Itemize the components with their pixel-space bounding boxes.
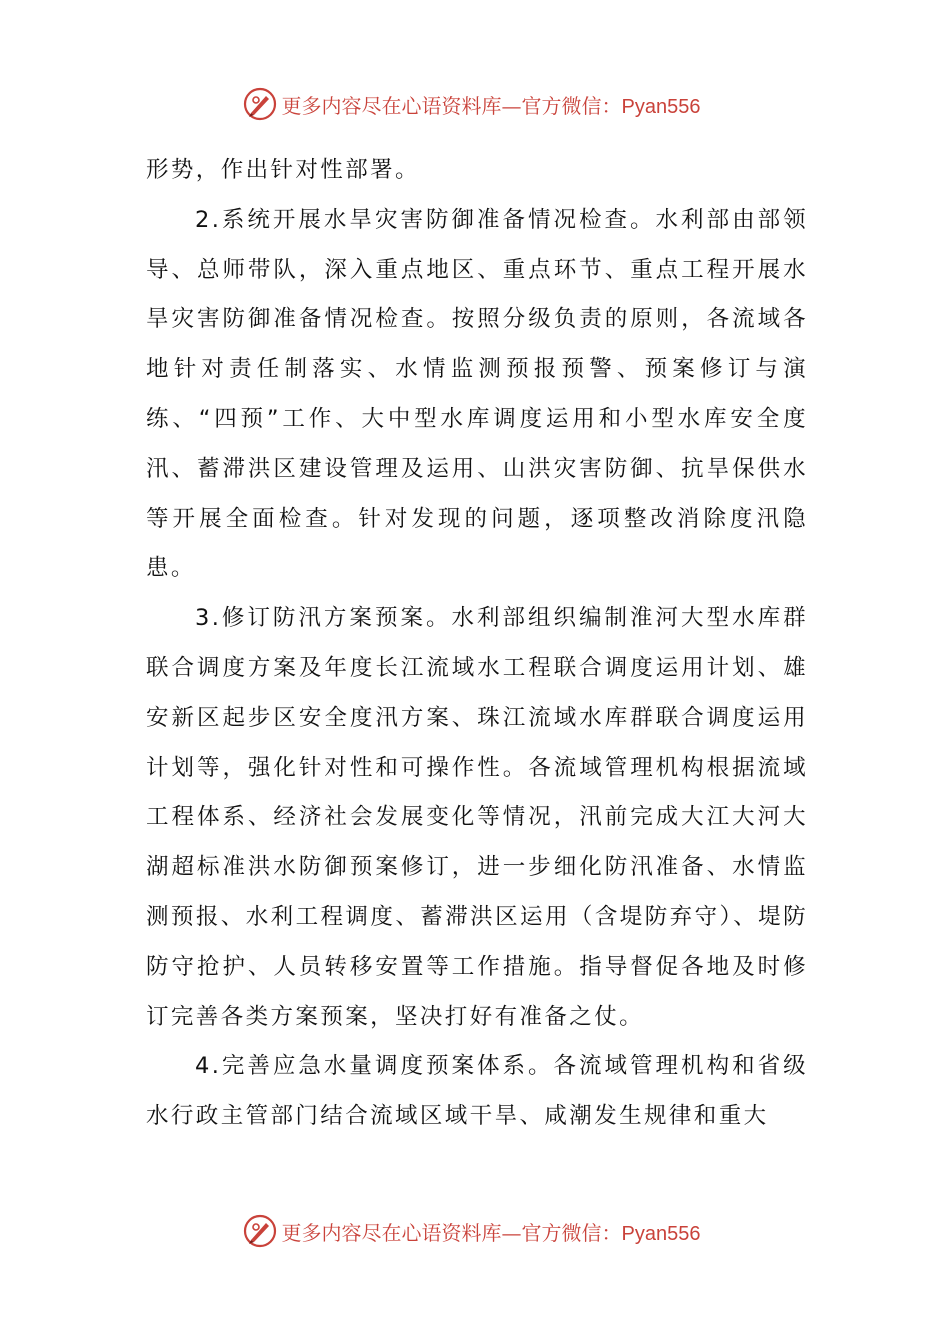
pen-logo-icon: [242, 1213, 278, 1249]
footer-watermark: [0, 1211, 950, 1251]
paragraph-2: 2.系统开展水旱灾害防御准备情况检查。水利部由部领导、总师带队，深入重点地区、重点环节、重点工程开展水旱灾害防御准备情况检查。按照分级负责的原则，各流域各地针对责任制落实、水情监测预报预警、预案修订与演练、“四预”工作、大中型水库调度运用和小型水库安全度汛、蓄滞洪区建设管理及运用、山洪灾害防御、抗旱保供水等开展全面检查。针对发现的问题，逐项整改消除度汛隐患。: [146, 206, 808, 582]
paragraph-4: 4.完善应急水量调度预案体系。各流域管理机构和省级水行政主管部门结合流域区域干旱、咸潮发生规律和重大: [146, 1053, 808, 1130]
paragraph-continuation: 形势，作出针对性部署。: [146, 157, 420, 183]
watermark-cn: 更多内容尽在心语资料库—官方微信：: [281, 1220, 622, 1245]
header-watermark: [0, 84, 950, 124]
watermark-text: [282, 1217, 701, 1246]
watermark-cn: 更多内容尽在心语资料库—官方微信：: [281, 93, 622, 118]
document-body: [146, 146, 808, 1142]
watermark-wechat-id: Pyan556: [621, 1222, 701, 1245]
watermark-text: [282, 90, 701, 119]
paragraph-3: 3.修订防汛方案预案。水利部组织编制淮河大型水库群联合调度方案及年度长江流域水工程联合调度运用计划、雄安新区起步区安全度汛方案、珠江流域水库群联合调度运用计划等，强化针对性和可操作性。各流域管理机构根据流域工程体系、经济社会发展变化等情况，汛前完成大江大河大湖超标准洪水防御预案修订，进一步细化防汛准备、水情监测预报、水利工程调度、蓄滞洪区运用（含堤防弃守）、堤防防守抢护、人员转移安置等工作措施。指导督促各地及时修订完善各类方案预案，坚决打好有准备之仗。: [146, 605, 808, 1030]
watermark-wechat-id: Pyan556: [621, 95, 701, 118]
pen-logo-icon: [242, 86, 278, 122]
